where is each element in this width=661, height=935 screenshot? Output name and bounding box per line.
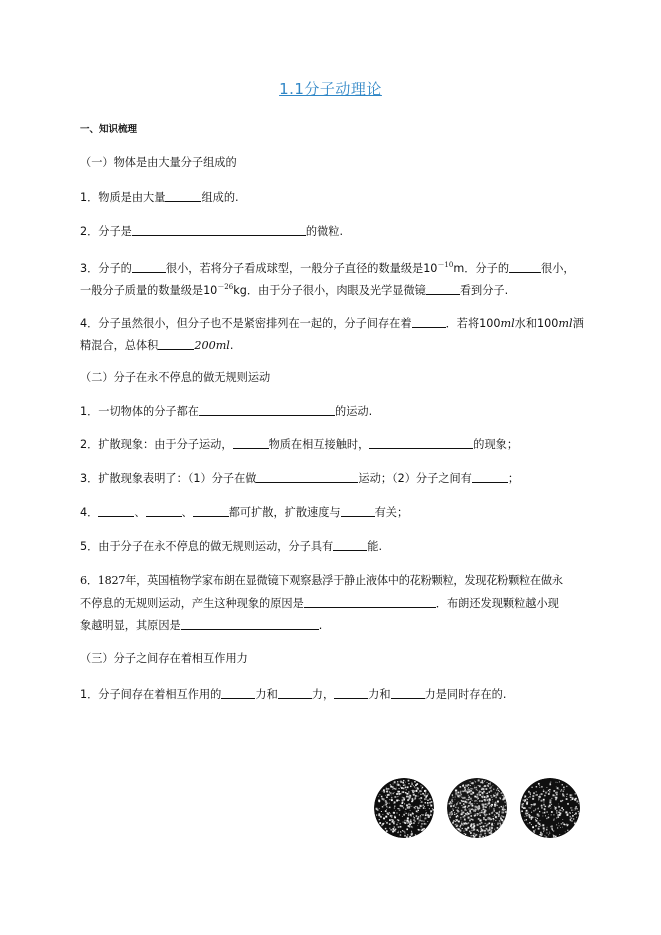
brownian-dots-dense-image [374, 778, 434, 838]
p2-question-4: 4． 、 、 都可扩散，扩散速度与 有关； [80, 506, 409, 519]
answer-blank[interactable] [165, 190, 201, 202]
p2-question-2: 2．扩散现象：由于分子运动， 物质在相互接触时， 的现象； [80, 438, 519, 451]
answer-blank[interactable] [391, 687, 425, 699]
section-heading: 一、知识梳理 [80, 124, 138, 135]
part2-heading: （二）分子在永不停息的做无规则运动 [80, 371, 271, 384]
p1-question-3-line-2: 一般分子质量的数量级是$10^{-26}kg$．由于分子很小，肉眼及光学显微镜 看到分子. [80, 283, 509, 297]
p1-question-3-line-1: 3．分子的 很小，若将分子看成球型，一般分子直径的数量级是$10^{-10}m$．分子的 很小， [80, 261, 575, 275]
part1-heading: （一）物体是由大量分子组成的 [80, 156, 237, 169]
answer-blank[interactable] [369, 437, 473, 449]
answer-blank[interactable] [256, 471, 358, 483]
p1-question-4-line-2: 精混合，总体积 200ml. [80, 339, 234, 352]
answer-blank[interactable] [193, 505, 229, 517]
answer-blank[interactable] [98, 505, 134, 517]
answer-blank[interactable] [278, 687, 312, 699]
brownian-dots-sparse-image [520, 778, 580, 838]
p2-question-1: 1．一切物体的分子都在 的运动. [80, 405, 373, 418]
p2-question-6-line-1: 6．1827年，英国植物学家布朗在显微镜下观察悬浮于静止液体中的花粉颗粒，发现花粉颗粒在做永 [80, 574, 563, 587]
answer-blank[interactable] [158, 338, 194, 350]
answer-blank[interactable] [132, 261, 166, 273]
answer-blank[interactable] [333, 539, 367, 551]
p2-question-5: 5．由于分子在永不停息的做无规则运动，分子具有 能. [80, 540, 382, 553]
page-title: 1.1分子动理论 [279, 80, 382, 98]
p1-question-1: 1．物质是由大量 组成的. [80, 191, 239, 204]
answer-blank[interactable] [181, 618, 319, 630]
p1-question-2: 2．分子是 的微粒. [80, 225, 343, 238]
answer-blank[interactable] [233, 437, 269, 449]
answer-blank[interactable] [509, 261, 541, 273]
answer-blank[interactable] [132, 224, 306, 236]
answer-blank[interactable] [412, 316, 446, 328]
part3-heading: （三）分子之间存在着相互作用力 [80, 652, 248, 665]
answer-blank[interactable] [426, 283, 460, 295]
answer-blank[interactable] [304, 596, 436, 608]
answer-blank[interactable] [472, 471, 508, 483]
brownian-dots-medium-image [447, 778, 507, 838]
p2-question-6-line-3: 象越明显，其原因是 . [80, 619, 323, 632]
answer-blank[interactable] [146, 505, 182, 517]
answer-blank[interactable] [199, 404, 335, 416]
p3-question-1: 1．分子间存在着相互作用的 力和 力， 力和 力是同时存在的. [80, 688, 507, 701]
answer-blank[interactable] [341, 505, 375, 517]
p2-question-6-line-2: 不停息的无规则运动，产生这种现象的原因是 ．布朗还发现颗粒越小现 [80, 597, 559, 610]
answer-blank[interactable] [334, 687, 368, 699]
p2-question-3: 3．扩散现象表明了：（1）分子在做 运动；（2）分子之间有 ； [80, 472, 520, 485]
p1-question-4-line-1: 4．分子虽然很小，但分子也不是紧密排列在一起的，分子间存在着 ．若将100ml水和100ml酒 [80, 317, 584, 330]
answer-blank[interactable] [221, 687, 255, 699]
